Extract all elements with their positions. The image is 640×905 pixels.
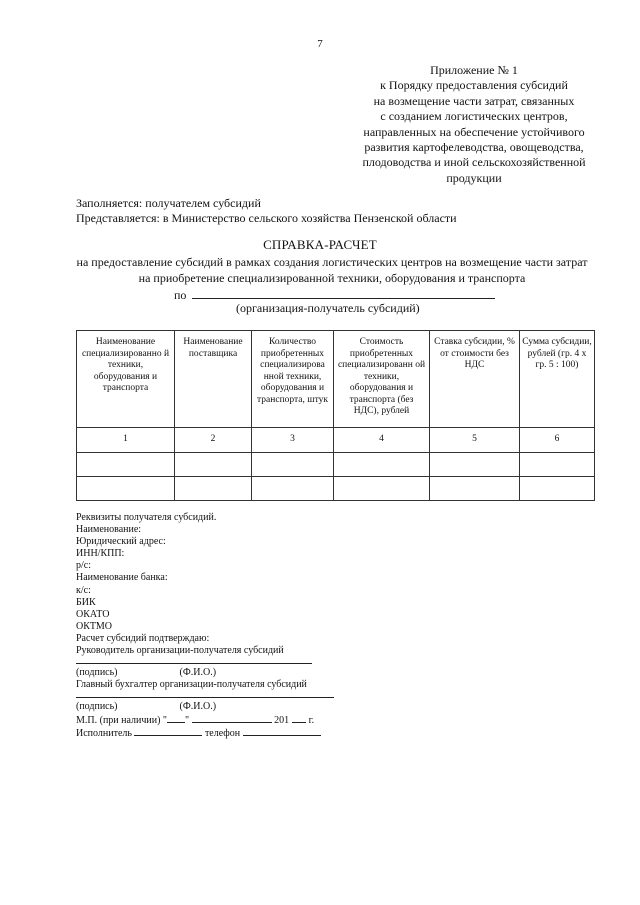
appendix-line: с созданием логистических центров, xyxy=(380,109,568,124)
calculation-table xyxy=(76,330,595,501)
requisite-field: Наименование банка: xyxy=(76,572,168,584)
document-subtitle: на предоставление субсидий в рамках создания логистических центров на возмещение части затрат на приобретение специализированной техники, оборудования и транспорта xyxy=(76,255,588,285)
appendix-line: Приложение № 1 xyxy=(430,63,518,77)
year-suffix: г. xyxy=(308,715,315,727)
column-number-row xyxy=(77,428,595,453)
table-cell[interactable] xyxy=(175,453,252,477)
mp-label: М.П. (при наличии) " xyxy=(76,715,168,727)
requisite-field: ИНН/КПП: xyxy=(76,548,125,560)
accountant-role: Главный бухгалтер организации-получателя субсидий xyxy=(76,679,307,691)
appendix-line: продукции xyxy=(446,170,502,185)
filled-by-note: Заполняется: получателем субсидий xyxy=(76,196,261,210)
page-number: 7 xyxy=(317,38,323,50)
column-header: Сумма субсидии, рублей (гр. 4 х гр. 5 : 100) xyxy=(520,331,595,428)
appendix-line: к Порядку предоставления субсидий xyxy=(380,78,568,93)
table-row xyxy=(77,477,595,501)
head-signature-line[interactable] xyxy=(76,657,321,667)
table-cell[interactable] xyxy=(430,453,520,477)
phone-label: телефон xyxy=(204,727,241,739)
requisite-field: ОКТМО xyxy=(76,620,112,632)
quote-mark: " xyxy=(185,715,190,727)
table-cell[interactable] xyxy=(77,453,175,477)
executor-blank[interactable] xyxy=(134,726,202,736)
po-label: по xyxy=(174,288,187,302)
submitted-to-note: Представляется: в Министерство сельского хозяйства Пензенской области xyxy=(76,211,457,225)
table-cell[interactable] xyxy=(252,477,334,501)
signature-caption xyxy=(76,667,321,679)
requisite-field: Наименование: xyxy=(76,524,142,536)
fio-label: (Ф.И.О.) xyxy=(179,667,217,679)
appendix-heading xyxy=(340,63,608,186)
table-cell[interactable] xyxy=(77,477,175,501)
month-blank[interactable] xyxy=(192,713,272,723)
table-cell[interactable] xyxy=(334,453,430,477)
appendix-line: развития картофелеводства, овощеводства, xyxy=(364,140,584,155)
requisite-field: БИК xyxy=(76,596,96,608)
year-label: 201 xyxy=(274,715,290,727)
organization-blank-line[interactable] xyxy=(192,298,495,299)
document-title: СПРАВКА-РАСЧЕТ xyxy=(263,237,377,252)
accountant-signature-line[interactable] xyxy=(76,691,321,701)
day-blank[interactable] xyxy=(167,713,185,723)
table-cell[interactable] xyxy=(334,477,430,501)
requisite-field: р/с: xyxy=(76,560,91,572)
appendix-line: на возмещение части затрат, связанных xyxy=(373,93,575,108)
requisite-field: Юридический адрес: xyxy=(76,536,166,548)
column-header: Стоимость приобретенных специализированн ой техники, оборудования и транспорта (без НДС), рублей xyxy=(334,331,430,428)
appendix-line: направленных на обеспечение устойчивого xyxy=(363,124,585,139)
column-number: 3 xyxy=(252,428,334,453)
table-cell[interactable] xyxy=(520,477,595,501)
table-row xyxy=(77,453,595,477)
organization-caption: (организация-получатель субсидий) xyxy=(236,301,420,315)
recipient-requisites xyxy=(76,512,321,738)
executor-line xyxy=(76,726,321,738)
table-header-row xyxy=(77,331,595,428)
column-number: 6 xyxy=(520,428,595,453)
stamp-date-line xyxy=(76,713,321,725)
column-header: Наименование поставщика xyxy=(175,331,252,428)
column-header: Количество приобретенных специализирова нной техники, оборудования и транспорта, штук xyxy=(252,331,334,428)
table-cell[interactable] xyxy=(175,477,252,501)
table-cell[interactable] xyxy=(520,453,595,477)
signature-label: (подпись) xyxy=(76,667,118,679)
head-role: Руководитель организации-получателя субсидий xyxy=(76,645,284,657)
requisite-field: ОКАТО xyxy=(76,608,110,620)
requisite-field: к/с: xyxy=(76,584,91,596)
signature-caption xyxy=(76,701,321,713)
fio-label: (Ф.И.О.) xyxy=(179,701,217,713)
table-cell[interactable] xyxy=(252,453,334,477)
signature-label: (подпись) xyxy=(76,701,118,713)
confirm-text: Расчет субсидий подтверждаю: xyxy=(76,632,210,644)
column-number: 5 xyxy=(430,428,520,453)
column-number: 4 xyxy=(334,428,430,453)
column-header: Наименование специализированно й техники, оборудования и транспорта xyxy=(77,331,175,428)
appendix-line: плодоводства и иной сельскохозяйственной xyxy=(362,155,586,170)
table-cell[interactable] xyxy=(430,477,520,501)
column-header: Ставка субсидии, % от стоимости без НДС xyxy=(430,331,520,428)
column-number: 1 xyxy=(77,428,175,453)
requisites-heading: Реквизиты получателя субсидий. xyxy=(76,512,217,523)
year-blank[interactable] xyxy=(292,713,306,723)
phone-blank[interactable] xyxy=(243,726,321,736)
column-number: 2 xyxy=(175,428,252,453)
executor-label: Исполнитель xyxy=(76,727,132,739)
